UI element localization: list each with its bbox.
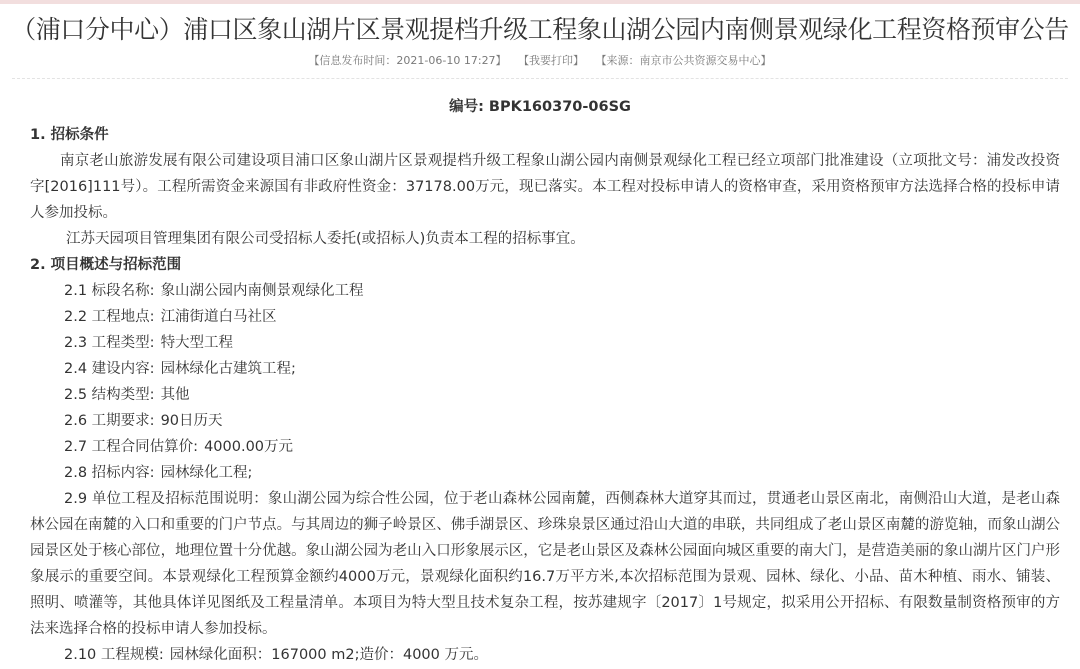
item-label: 2.10 工程规模: [64,647,164,663]
item-label: 2.4 建设内容: [64,361,155,377]
item-label: 2.5 结构类型: [64,387,155,403]
item-value: 象山湖公园内南侧景观绿化工程 [160,283,364,299]
section-heading-2: 2. 项目概述与招标范围 [30,257,182,273]
item-value: 其他 [160,387,190,403]
print-link[interactable]: 【我要打印】 [518,54,585,67]
item-label: 2.3 工程类型: [64,335,155,351]
info-item [30,434,1060,460]
info-item [30,278,1060,304]
item-label: 2.7 工程合同估算价: [64,439,199,455]
item-value: 江浦街道白马社区 [160,309,277,325]
info-item [30,460,1060,486]
section1-paragraph: 南京老山旅游发展有限公司建设项目浦口区象山湖片区景观提档升级工程象山湖公园内南侧景观绿化工程已经立项部门批准建设（立项批文号：浦发改投资字[2016]111号）。工程所需资金来源国有非政府性资金：37178.00万元，现已落实。本工程对投标申请人的资格审查，采用资格预审方法选择合格的投标申请人参加投标。 [30,153,1060,221]
item-value: 园林绿化古建筑工程; [160,361,296,377]
item-label: 2.1 标段名称: [64,283,155,299]
item-label: 2.6 工期要求: [64,413,155,429]
article-body [30,122,1060,668]
info-item [30,330,1060,356]
info-item [30,304,1060,330]
info-item [30,382,1060,408]
top-accent-bar [0,0,1080,4]
item-value: 园林绿化工程; [160,465,253,481]
section-heading-1: 1. 招标条件 [30,127,109,143]
scope-description: 2.9 单位工程及招标范围说明：象山湖公园为综合性公园，位于老山森林公园南麓，西侧森林大道穿其而过，贯通老山景区南北，南侧沿山大道，是老山森林公园在南麓的入口和重要的门户节点。与其周边的狮子岭景区、佛手湖景区、珍珠泉景区通过沿山大道的串联，共同组成了老山景区南麓的游览轴，而象山湖公园景区处于核心部位，地理位置十分优越。象山湖公园为老山入口形象展示区，它是老山景区及森林公园面向城区重要的南大门，是营造美丽的象山湖片区门户形象展示的重要空间。本景观绿化工程预算金额约4000万元，景观绿化面积约16.7万平方米,本次招标范围为景观、园林、绿化、小品、苗木种植、雨水、铺装、照明、喷灌等，其他具体详见图纸及工程量清单。本项目为特大型且技术复杂工程，按苏建规字〔2017〕1号规定，拟采用公开招标、有限数量制资格预审的方法来选择合格的投标申请人参加投标。 [30,491,1060,637]
info-item [30,642,1060,668]
item-label: 2.2 工程地点: [64,309,155,325]
header-divider [12,78,1068,79]
item-value: 4000.00万元 [204,439,294,455]
publish-time: 【信息发布时间：2021-06-10 17:27】 [308,54,507,67]
item-value: 90日历天 [160,413,223,429]
agency-paragraph: 江苏天园项目管理集团有限公司受招标人委托(或招标人)负责本工程的招标事宜。 [66,231,585,247]
info-item [30,408,1060,434]
item-value: 园林绿化面积：167000 m2;造价：4000 万元。 [169,647,488,663]
page-title: （浦口分中心）浦口区象山湖片区景观提档升级工程象山湖公园内南侧景观绿化工程资格预审公告 [11,15,1069,44]
serial-number: 编号: BPK160370-06SG [449,99,631,115]
info-item [30,356,1060,382]
article-meta [0,53,1080,69]
item-label: 2.8 招标内容: [64,465,155,481]
item-value: 特大型工程 [160,335,234,351]
source-label: 【来源：南京市公共资源交易中心】 [595,54,772,67]
